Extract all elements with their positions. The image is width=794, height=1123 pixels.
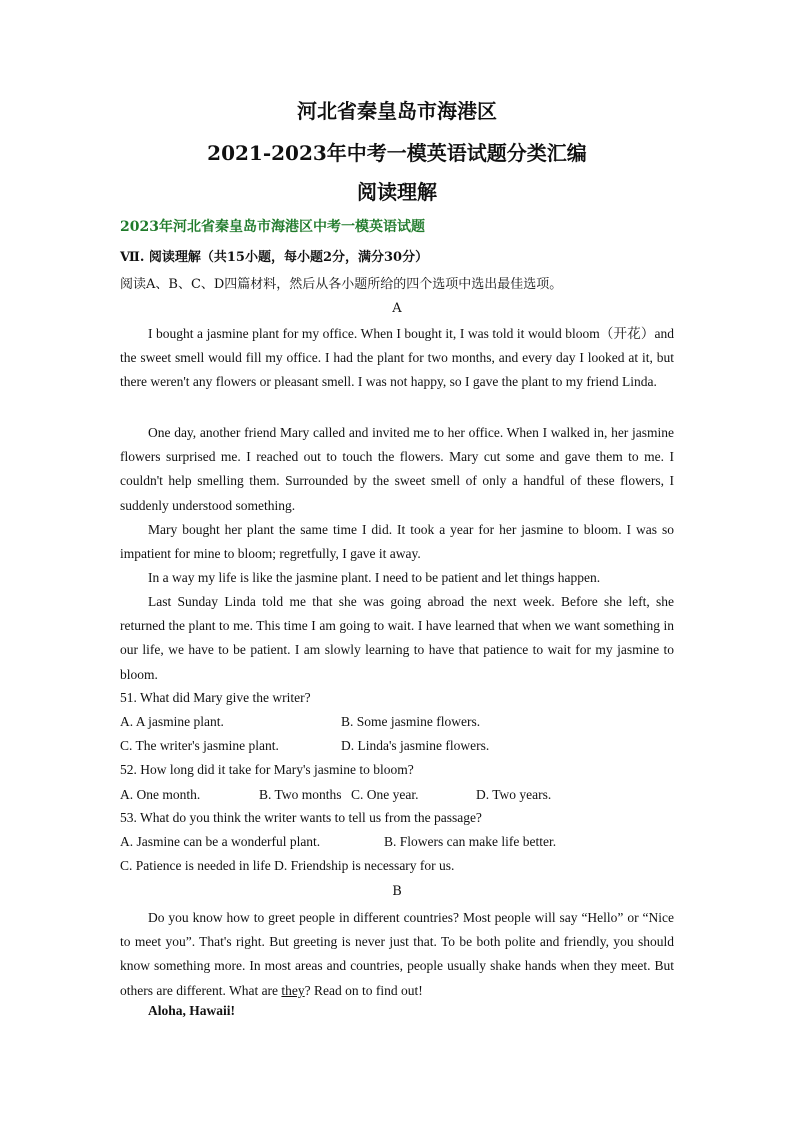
question-53-stem: 53. What do you think the writer wants to tell us from the passage? xyxy=(120,810,482,825)
passage-a-paragraph-3: Mary bought her plant the same time I did. It took a year for her jasmine to bloom. I was so impatient for mine to bloom; regretfully, I gave it away. xyxy=(120,522,674,562)
passage-b-text-post: ? Read on to find out! xyxy=(304,982,423,998)
passage-a-letter: A xyxy=(392,301,402,316)
question-53-option-a: A. Jasmine can be a wonderful plant. xyxy=(120,834,321,849)
question-53-option-cd: C. Patience is needed in life D. Friendship is necessary for us. xyxy=(120,858,455,873)
question-51-option-a: A. A jasmine plant. xyxy=(120,714,224,729)
question-51-option-c: C. The writer's jasmine plant. xyxy=(120,738,279,753)
section-instruction: 阅读A、B、C、D四篇材料，然后从各小题所给的四个选项中选出最佳选项。 xyxy=(120,277,563,292)
passage-a-paragraph-2: One day, another friend Mary called and invited me to her office. When I walked in, her jasmine flowers surprised me. I reached out to touch the flowers. Mary cut some and gave them to me. I couldn't help smelling them. Surrounded by the sweet smell of only a handful of these flowers, I suddenly understood something. xyxy=(120,425,674,513)
passage-b-paragraph-1 xyxy=(120,906,674,1003)
question-52-option-b: B. Two months xyxy=(259,787,342,802)
document-title: 河北省秦皇岛市海港区 xyxy=(297,99,497,123)
passage-b-text-pre: Do you know how to greet people in different countries? Most people will say “Hello” or “Nice to meet you”. That's right. But greeting is never just that. To be both polite and friendly, you should know something more. In most areas and countries, people usually shake hands when they meet. But others are different. What are xyxy=(120,910,674,998)
document-topic: 阅读理解 xyxy=(357,180,437,204)
document-subtitle: 2021-2023年中考一模英语试题分类汇编 xyxy=(207,141,587,165)
question-52-stem: 52. How long did it take for Mary's jasmine to bloom? xyxy=(120,762,414,777)
exam-title: 2023年河北省秦皇岛市海港区中考一模英语试题 xyxy=(120,219,425,235)
question-51-stem: 51. What did Mary give the writer? xyxy=(120,690,311,705)
question-52-option-d: D. Two years. xyxy=(476,787,552,802)
passage-b-letter: B xyxy=(392,884,402,899)
section-heading: Ⅶ. 阅读理解（共15小题，每小题2分，满分30分） xyxy=(120,250,429,265)
passage-a-paragraph-4: In a way my life is like the jasmine plant. I need to be patient and let things happen. xyxy=(148,570,601,585)
passage-b-subheading: Aloha, Hawaii! xyxy=(148,1003,236,1018)
question-51-option-d: D. Linda's jasmine flowers. xyxy=(341,738,490,753)
question-52-option-a: A. One month. xyxy=(120,787,201,802)
passage-a-paragraph-5: Last Sunday Linda told me that she was going abroad the next week. Before she left, she returned the plant to me. This time I am going to wait. I have learned that when we want something in our life, we have to be patient. I am slowly learning to have that patience to wait for my jasmine to bloom. xyxy=(120,594,674,682)
passage-a-paragraph-1: I bought a jasmine plant for my office. When I bought it, I was told it would bloom（开花）and the sweet smell would fill my office. I had the plant for two months, and every day I looked at it, but there weren't any flowers or pleasant smell. I was not happy, so I gave the plant to my friend Linda. xyxy=(120,326,674,390)
question-51-option-b: B. Some jasmine flowers. xyxy=(341,714,481,729)
question-53-option-b: B. Flowers can make life better. xyxy=(384,834,557,849)
question-52-option-c: C. One year. xyxy=(351,787,419,802)
underlined-word-they: they xyxy=(281,982,305,998)
